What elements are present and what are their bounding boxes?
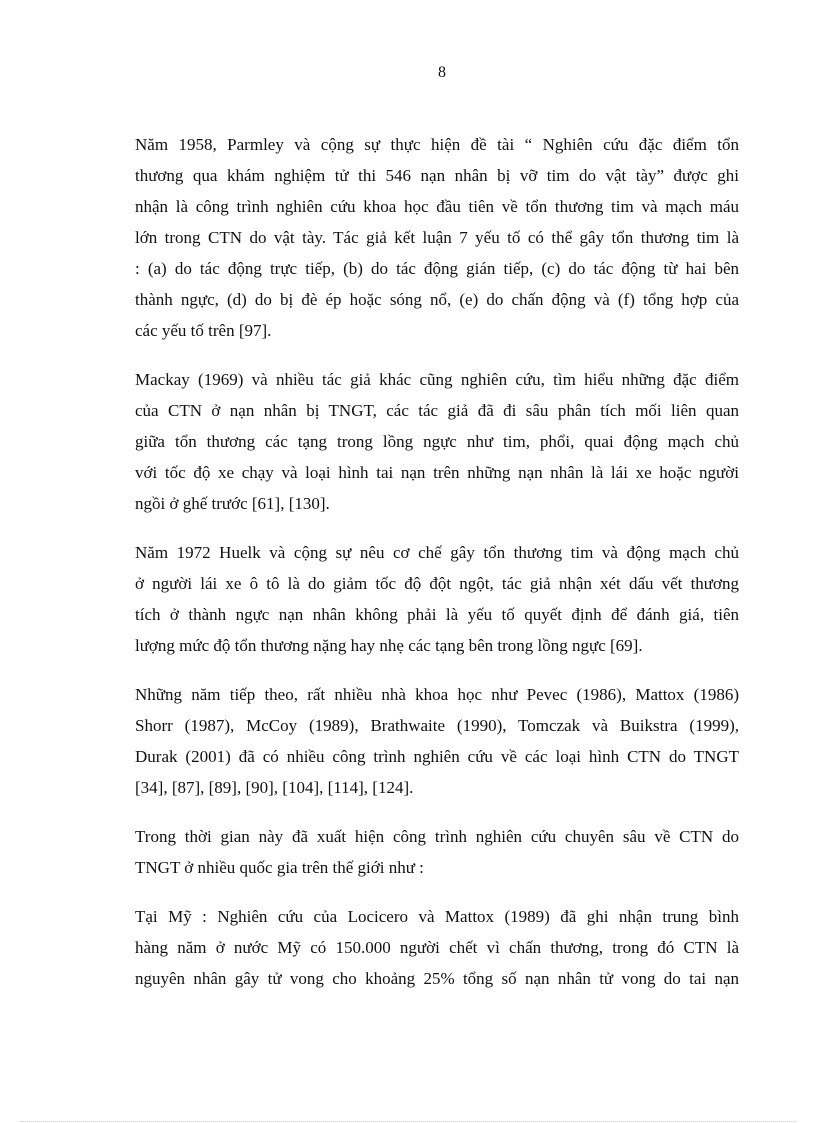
page-bottom-rule	[20, 1121, 796, 1122]
text-line: Durak (2001) đã có nhiều công trình nghiên cứu về các loại hình CTN do TNGT	[135, 747, 739, 766]
text-line: hàng năm ở nước Mỹ có 150.000 người chết vì chấn thương, trong đó CTN là	[135, 938, 739, 957]
text-line: của CTN ở nạn nhân bị TNGT, các tác giả đã đi sâu phân tích mối liên quan	[135, 401, 739, 420]
text-line: Mackay (1969) và nhiều tác giả khác cũng nghiên cứu, tìm hiểu những đặc điểm	[135, 370, 739, 389]
page-number: 8	[438, 64, 446, 81]
paragraph-huelk-1972	[135, 537, 739, 661]
text-line: nhận là công trình nghiên cứu khoa học đầu tiên về tổn thương tim và mạch máu	[135, 197, 739, 216]
text-line: lớn trong CTN do vật tày. Tác giả kết luận 7 yếu tố có thể gây tổn thương tim là	[135, 228, 739, 247]
paragraph-parmley-1958	[135, 129, 739, 346]
paragraph-later-studies	[135, 679, 739, 803]
text-line: Những năm tiếp theo, rất nhiều nhà khoa học như Pevec (1986), Mattox (1986)	[135, 685, 739, 704]
text-line: thành ngực, (d) do bị đè ép hoặc sóng nổ, (e) do chấn động và (f) tổng hợp của	[135, 290, 739, 309]
text-line: tích ở thành ngực nạn nhân không phải là yếu tố quyết định để đánh giá, tiên	[135, 605, 739, 624]
text-line: thương qua khám nghiệm tử thi 546 nạn nhân bị vỡ tim do vật tày” được ghi	[135, 166, 739, 185]
paragraph-international-research	[135, 821, 739, 883]
text-line: : (a) do tác động trực tiếp, (b) do tác động gián tiếp, (c) do tác động từ hai bên	[135, 259, 739, 278]
text-line: [34], [87], [89], [90], [104], [114], [124].	[135, 778, 414, 797]
text-line: Năm 1972 Huelk và cộng sự nêu cơ chế gây tổn thương tim và động mạch chủ	[135, 543, 739, 562]
text-line: Tại Mỹ : Nghiên cứu của Locicero và Mattox (1989) đã ghi nhận trung bình	[135, 907, 739, 926]
text-line: ở người lái xe ô tô là do giảm tốc độ đột ngột, tác giả nhận xét dấu vết thương	[135, 574, 739, 593]
text-line: với tốc độ xe chạy và loại hình tai nạn trên những nạn nhân là lái xe hoặc người	[135, 463, 739, 482]
text-line: ngồi ở ghế trước [61], [130].	[135, 494, 330, 513]
text-line: nguyên nhân gây tử vong cho khoảng 25% tổng số nạn nhân tử vong do tai nạn	[135, 969, 739, 988]
text-line: TNGT ở nhiều quốc gia trên thế giới như :	[135, 858, 424, 877]
document-body	[135, 129, 739, 1012]
text-line: giữa tổn thương các tạng trong lồng ngực như tim, phổi, quai động mạch chủ	[135, 432, 739, 451]
text-line: lượng mức độ tổn thương nặng hay nhẹ các tạng bên trong lồng ngực [69].	[135, 636, 643, 655]
text-line: các yếu tố trên [97].	[135, 321, 272, 340]
paragraph-mackay-1969	[135, 364, 739, 519]
text-line: Shorr (1987), McCoy (1989), Brathwaite (1990), Tomczak và Buikstra (1999),	[135, 716, 739, 735]
text-line: Năm 1958, Parmley và cộng sự thực hiện đề tài “ Nghiên cứu đặc điểm tổn	[135, 135, 739, 154]
paragraph-usa	[135, 901, 739, 994]
text-line: Trong thời gian này đã xuất hiện công trình nghiên cứu chuyên sâu về CTN do	[135, 827, 739, 846]
